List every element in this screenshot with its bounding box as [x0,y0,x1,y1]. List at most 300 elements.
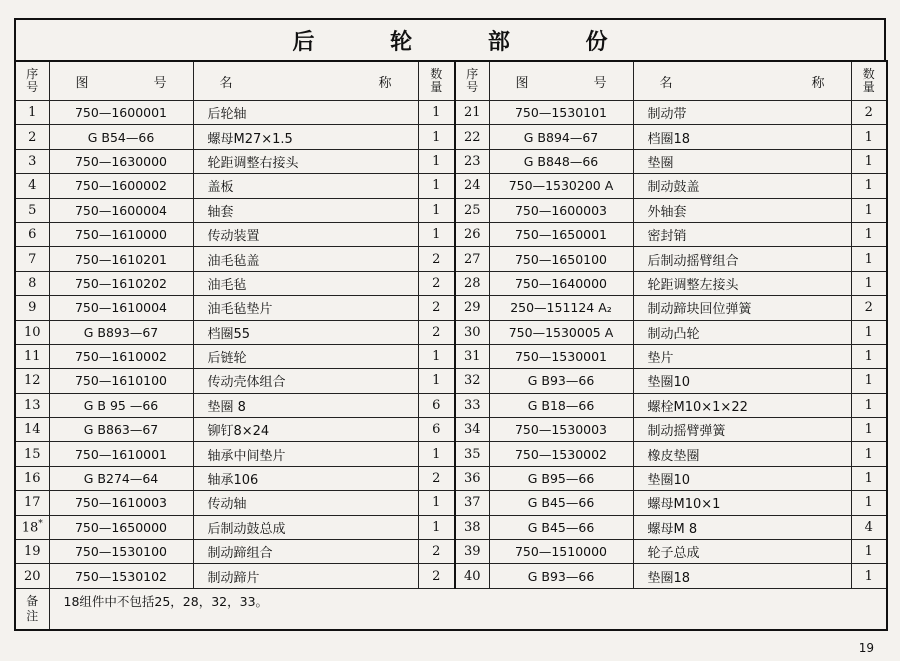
page-number: 19 [858,641,874,655]
item-drawing-no-text: 750—1650001 [514,227,608,243]
item-drawing-no [489,247,633,271]
item-name [633,491,851,515]
item-name [633,247,851,271]
item-seq [455,442,489,466]
item-qty-text: 2 [432,544,441,560]
item-seq-text: 2 [28,129,37,145]
item-name [193,125,418,149]
item-qty [851,491,887,515]
item-name [193,271,418,295]
item-drawing-no-text: G B18—66 [527,397,595,413]
item-name-text: 螺母M 8 [647,521,698,537]
item-qty-text: 2 [432,324,441,340]
table-row [15,296,887,320]
item-name [193,515,418,539]
item-seq-text: 6 [28,227,37,243]
item-name [633,540,851,564]
item-drawing-no-text: 750—1610201 [74,251,168,267]
item-name [633,125,851,149]
item-seq [455,296,489,320]
item-qty-text: 1 [432,373,441,389]
item-qty [418,515,455,539]
item-seq [15,125,49,149]
item-name-text: 档圈18 [647,131,691,147]
item-seq [455,174,489,198]
item-name-text: 垫片 [647,351,674,367]
item-qty-text: 2 [432,568,441,584]
item-seq [15,393,49,417]
item-seq-text: 29 [463,300,481,316]
header-name-right [633,61,851,101]
item-qty-text: 1 [864,178,873,194]
item-qty-text: 1 [864,202,873,218]
item-name-text: 制动蹄片 [207,570,260,586]
header-name-text: 名 称 [659,75,825,91]
item-drawing-no-text: 750—1530002 [514,446,608,462]
item-seq-text: 13 [23,397,41,413]
item-name-text: 轴承106 [207,473,259,489]
item-drawing-no [489,491,633,515]
item-drawing-no [489,540,633,564]
item-qty-text: 1 [432,495,441,511]
item-drawing-no-text: G B893—67 [83,324,159,340]
item-qty [418,466,455,490]
item-drawing-no-text: G B54—66 [87,129,155,145]
item-name [193,149,418,173]
item-drawing-no-text: G B848—66 [523,153,599,169]
item-name-text: 螺母M27×1.5 [207,131,293,147]
header-qty-right: 数 量 [851,61,887,101]
item-seq-text: 23 [463,153,481,169]
item-qty [851,174,887,198]
table-row [15,442,887,466]
item-seq [455,271,489,295]
item-qty [851,442,887,466]
item-name [633,418,851,442]
item-name-text: 螺母M10×1 [647,497,721,513]
item-name-text: 制动凸轮 [647,326,700,342]
table-row [15,369,887,393]
item-qty-text: 1 [864,251,873,267]
item-seq [455,149,489,173]
item-seq [15,320,49,344]
item-qty [418,271,455,295]
item-qty [851,369,887,393]
item-seq-text: 10 [23,324,41,340]
item-drawing-no [49,125,193,149]
item-seq-text: 37 [463,495,481,511]
item-drawing-no-text: 750—1610202 [74,275,168,291]
item-qty-text: 1 [864,153,873,169]
item-name-text: 制动鼓盖 [647,180,700,196]
item-drawing-no [49,222,193,246]
item-seq [455,222,489,246]
item-qty-text: 1 [864,471,873,487]
item-seq-text: 33 [463,397,481,413]
item-qty-text: 1 [864,129,873,145]
item-drawing-no [49,174,193,198]
item-drawing-no-text: 750—1610002 [74,349,168,365]
header-name-text: 名 称 [219,75,392,91]
item-seq [15,540,49,564]
table-row [15,491,887,515]
item-seq [15,222,49,246]
item-drawing-no-text: 750—1610004 [74,300,168,316]
item-seq [15,271,49,295]
item-qty-text: 4 [864,519,873,535]
item-name [193,344,418,368]
item-qty [418,296,455,320]
item-name-text: 后轮轴 [207,107,247,123]
item-drawing-no-text: 750—1530200 A [508,178,614,194]
item-qty [851,247,887,271]
remarks-label: 备 注 [15,588,49,630]
item-drawing-no-text: G B863—67 [83,422,159,438]
item-drawing-no [489,125,633,149]
item-seq [455,540,489,564]
item-drawing-no-text: G B274—64 [83,471,159,487]
item-drawing-no [489,101,633,125]
item-drawing-no-text: 750—1650000 [74,519,168,535]
remarks-row [15,588,887,630]
item-name [633,271,851,295]
item-seq-text: 19 [23,544,41,560]
parts-table [14,60,888,631]
item-qty [418,418,455,442]
item-seq [15,515,49,539]
item-seq-text: 14 [23,422,41,438]
item-qty-text: 1 [864,275,873,291]
item-drawing-no [489,369,633,393]
item-name [193,540,418,564]
item-drawing-no [489,418,633,442]
item-seq-text: 3 [28,153,37,169]
item-seq-text: 18 [21,520,39,536]
item-drawing-no [489,174,633,198]
item-drawing-no [489,393,633,417]
item-drawing-no [489,149,633,173]
item-name-text: 垫圈10 [647,375,691,391]
item-qty [851,198,887,222]
table-row [15,271,887,295]
item-qty-text: 2 [864,300,873,316]
table-row [15,515,887,539]
item-name-text: 油毛毡垫片 [207,302,273,318]
item-drawing-no [489,296,633,320]
item-drawing-no-text: 750—1610001 [74,446,168,462]
item-drawing-no [49,418,193,442]
item-seq [455,247,489,271]
item-name-text: 轮子总成 [647,546,700,562]
item-drawing-no [49,515,193,539]
item-name [633,174,851,198]
item-name-text: 油毛毡 [207,277,247,293]
item-qty [418,320,455,344]
item-drawing-no-text: G B 95 —66 [83,397,159,413]
item-seq [15,418,49,442]
item-qty-text: 1 [864,324,873,340]
item-drawing-no-text: 750—1530005 A [508,324,614,340]
item-drawing-no-text: G B93—66 [527,568,595,584]
item-seq-text: 11 [23,349,41,365]
item-name [633,393,851,417]
item-seq [15,442,49,466]
item-drawing-no-text: 750—1600001 [74,105,168,121]
item-name [193,101,418,125]
item-qty-text: 1 [432,178,441,194]
item-name-text: 外轴套 [647,204,687,220]
item-qty [851,540,887,564]
item-name [193,174,418,198]
header-drawing-no-text: 图 号 [75,75,167,91]
item-qty-text: 6 [432,397,441,413]
table-row [15,320,887,344]
item-seq-text: 22 [463,129,481,145]
item-drawing-no [489,344,633,368]
item-seq [15,466,49,490]
item-drawing-no-text: 750—1600003 [514,202,608,218]
item-qty [851,125,887,149]
table-row [15,247,887,271]
item-drawing-no-text: 750—1650100 [514,251,608,267]
item-qty-text: 2 [432,300,441,316]
table-row [15,222,887,246]
item-name [193,296,418,320]
item-name [193,369,418,393]
table-row [15,418,887,442]
item-seq [15,247,49,271]
item-qty [418,247,455,271]
item-qty [418,344,455,368]
item-seq-text: 15 [23,446,41,462]
item-drawing-no [489,564,633,588]
item-drawing-no [49,393,193,417]
item-qty-text: 1 [432,519,441,535]
header-drawing-no-right [489,61,633,101]
item-name-text: 铆钉8×24 [207,424,270,440]
item-mark: * [38,519,43,530]
item-seq-text: 34 [463,422,481,438]
item-seq [455,466,489,490]
item-qty-text: 6 [432,422,441,438]
item-name-text: 盖板 [207,180,234,196]
item-name [193,222,418,246]
item-seq [455,198,489,222]
item-qty [851,418,887,442]
item-seq-text: 32 [463,373,481,389]
item-name-text: 轮距调整右接头 [207,155,299,171]
item-drawing-no-text: 750—1610003 [74,495,168,511]
item-name [633,320,851,344]
header-name-left [193,61,418,101]
item-qty [851,149,887,173]
item-seq-text: 36 [463,471,481,487]
item-drawing-no [49,198,193,222]
item-name-text: 密封销 [647,229,687,245]
item-qty-text: 2 [864,105,873,121]
item-seq-text: 8 [28,275,37,291]
item-name-text: 轮距调整左接头 [647,277,739,293]
item-name-text: 螺栓M10×1×22 [647,399,748,415]
item-drawing-no [489,198,633,222]
item-seq [455,393,489,417]
item-qty-text: 1 [864,349,873,365]
item-qty [851,296,887,320]
item-seq [455,125,489,149]
item-name-text: 传动壳体组合 [207,375,286,391]
item-name-text: 轴承中间垫片 [207,448,286,464]
item-drawing-no-text: G B93—66 [527,373,595,389]
remarks-text: 18组件中不包括25，28，32，33。 [49,588,887,630]
item-drawing-no [49,271,193,295]
item-seq [15,491,49,515]
item-qty [418,393,455,417]
item-drawing-no-text: 750—1530001 [514,349,608,365]
item-name [633,564,851,588]
item-seq-text: 4 [28,178,37,194]
item-drawing-no [49,491,193,515]
item-seq-text: 38 [463,519,481,535]
item-name-text: 垫圈 [647,155,674,171]
item-drawing-no-text: G B45—66 [527,519,595,535]
item-name-text: 垫圈18 [647,570,691,586]
item-drawing-no-text: 750—1530101 [514,105,608,121]
item-name-text: 传动装置 [207,229,260,245]
item-name [633,369,851,393]
item-drawing-no [489,442,633,466]
table-row [15,125,887,149]
item-drawing-no-text: 750—1640000 [514,275,608,291]
item-qty-text: 1 [432,105,441,121]
item-qty-text: 1 [864,568,873,584]
item-seq [15,344,49,368]
item-seq [455,320,489,344]
item-name-text: 传动轴 [207,497,247,513]
item-seq [455,344,489,368]
item-seq [15,296,49,320]
table-row [15,344,887,368]
item-qty [418,491,455,515]
header-drawing-no-text: 图 号 [515,75,607,91]
item-drawing-no-text: 750—1530003 [514,422,608,438]
item-drawing-no-text: 750—1510000 [514,544,608,560]
item-drawing-no-text: 250—151124 A₂ [510,300,612,316]
item-seq-text: 27 [463,251,481,267]
item-drawing-no-text: G B95—66 [527,471,595,487]
item-name [193,320,418,344]
item-seq [15,198,49,222]
item-name-text: 档圈55 [207,326,251,342]
item-drawing-no [49,247,193,271]
item-name [193,247,418,271]
item-qty [851,222,887,246]
parts-sheet [14,18,886,631]
item-qty [851,271,887,295]
item-seq-text: 24 [463,178,481,194]
item-name-text: 油毛毡盖 [207,253,260,269]
item-seq-text: 20 [23,568,41,584]
item-name-text: 后链轮 [207,351,247,367]
item-qty-text: 1 [864,544,873,560]
item-name-text: 垫圈10 [647,473,691,489]
item-qty-text: 1 [864,227,873,243]
table-row [15,393,887,417]
item-drawing-no [49,101,193,125]
item-name [193,564,418,588]
item-seq-text: 17 [23,495,41,511]
table-row [15,101,887,125]
item-qty-text: 1 [432,349,441,365]
item-drawing-no-text: 750—1600002 [74,178,168,194]
item-drawing-no [49,369,193,393]
item-seq-text: 5 [28,202,37,218]
item-qty-text: 2 [432,251,441,267]
item-name-text: 后制动鼓总成 [207,521,286,537]
item-qty [418,125,455,149]
item-name [193,198,418,222]
item-name-text: 轴套 [207,204,234,220]
item-seq-text: 28 [463,275,481,291]
item-name [633,101,851,125]
item-qty [418,564,455,588]
item-drawing-no [489,222,633,246]
item-seq [455,369,489,393]
item-qty [418,198,455,222]
item-drawing-no [489,271,633,295]
item-name [633,222,851,246]
item-name [633,296,851,320]
item-qty [851,515,887,539]
item-qty-text: 2 [432,471,441,487]
item-qty [418,540,455,564]
item-qty [418,174,455,198]
item-qty [851,466,887,490]
item-seq [15,174,49,198]
item-name [633,442,851,466]
item-name-text: 制动蹄组合 [207,546,273,562]
table-body [15,101,887,589]
item-qty [851,564,887,588]
item-seq [455,101,489,125]
item-drawing-no-text: 750—1630000 [74,153,168,169]
item-seq-text: 39 [463,544,481,560]
item-qty [851,393,887,417]
page-title: 后 轮 部 份 [14,18,886,60]
item-name [193,466,418,490]
item-qty-text: 1 [432,129,441,145]
item-qty-text: 1 [864,446,873,462]
item-qty-text: 1 [864,422,873,438]
item-seq [15,101,49,125]
item-drawing-no [489,515,633,539]
item-seq-text: 16 [23,471,41,487]
item-seq-text: 1 [28,105,37,121]
item-drawing-no-text: G B894—67 [523,129,599,145]
item-name [633,515,851,539]
item-drawing-no-text: 750—1610100 [74,373,168,389]
item-drawing-no-text: 750—1530102 [74,568,168,584]
item-name-text: 制动带 [647,107,687,123]
item-seq-text: 7 [28,251,37,267]
item-drawing-no [49,564,193,588]
table-header-row [15,61,887,101]
item-drawing-no [489,320,633,344]
item-qty [851,101,887,125]
table-row [15,540,887,564]
item-qty-text: 1 [864,397,873,413]
table-row [15,198,887,222]
item-name [193,393,418,417]
